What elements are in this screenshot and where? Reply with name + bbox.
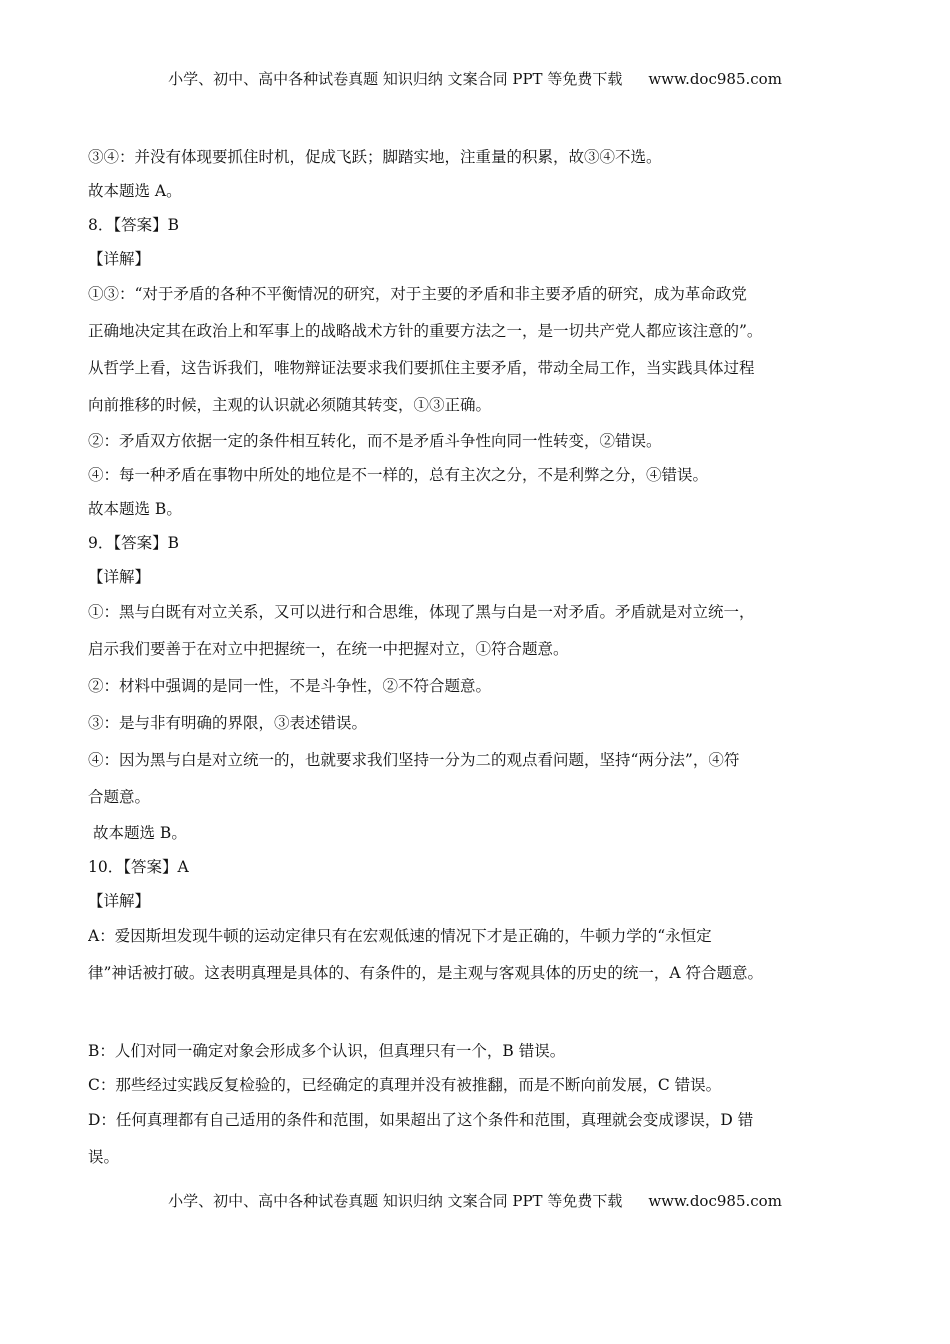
- question-9-detail-heading: 【详解】: [88, 568, 151, 586]
- text-line: 故本题选 B。: [88, 500, 182, 518]
- text-line: 故本题选 A。: [88, 182, 182, 200]
- text-line: ④：每一种矛盾在事物中所处的地位是不一样的，总有主次之分，不是利弊之分，④错误。: [88, 466, 709, 484]
- header-text: 小学、初中、高中各种试卷真题 知识归纳 文案合同 PPT 等免费下载: [168, 70, 623, 88]
- text-line: ②：矛盾双方依据一定的条件相互转化，而不是矛盾斗争性向同一性转变，②错误。: [88, 432, 662, 450]
- footer-text: 小学、初中、高中各种试卷真题 知识归纳 文案合同 PPT 等免费下载: [168, 1192, 623, 1210]
- question-10-answer: 10．【答案】A: [88, 858, 189, 876]
- text-line: 从哲学上看，这告诉我们，唯物辩证法要求我们要抓住主要矛盾，带动全局工作，当实践具体过程: [88, 359, 755, 377]
- page-footer: [0, 1190, 950, 1211]
- paragraph-gap: [88, 992, 828, 1034]
- text-line: B：人们对同一确定对象会形成多个认识，但真理只有一个，B 错误。: [88, 1042, 566, 1060]
- question-8-answer: 8．【答案】B: [88, 216, 180, 234]
- text-line: 律”神话被打破。这表明真理是具体的、有条件的，是主观与客观具体的历史的统一，A 符合题意。: [88, 964, 764, 982]
- header-site-link[interactable]: www.doc985.com: [648, 70, 782, 88]
- text-line: C：那些经过实践反复检验的，已经确定的真理并没有被推翻，而是不断向前发展，C 错误。: [88, 1076, 722, 1094]
- text-line: 启示我们要善于在对立中把握统一，在统一中把握对立，①符合题意。: [88, 640, 569, 658]
- text-line: ①：黑与白既有对立关系，又可以进行和合思维，体现了黑与白是一对矛盾。矛盾就是对立统一，: [88, 603, 755, 621]
- text-line: A：爱因斯坦发现牛顿的运动定律只有在宏观低速的情况下才是正确的，牛顿力学的“永恒定: [88, 927, 712, 945]
- text-line: ③④：并没有体现要抓住时机，促成飞跃；脚踏实地，注重量的积累，故③④不选。: [88, 148, 662, 166]
- text-line: 正确地决定其在政治上和军事上的战略战术方针的重要方法之一，是一切共产党人都应该注意的”。: [88, 322, 763, 340]
- text-line: 向前推移的时候，主观的认识就必须随其转变，①③正确。: [88, 396, 492, 414]
- text-line: ④：因为黑与白是对立统一的，也就要求我们坚持一分为二的观点看问题，坚持“两分法”，④符: [88, 751, 740, 769]
- document-body: [88, 140, 828, 1176]
- text-line: 故本题选 B。: [93, 824, 187, 842]
- text-line: 合题意。: [88, 788, 151, 806]
- question-10-detail-heading: 【详解】: [88, 892, 151, 910]
- footer-site-link[interactable]: www.doc985.com: [648, 1192, 782, 1210]
- text-line: D：任何真理都有自己适用的条件和范围，如果超出了这个条件和范围，真理就会变成谬误，D 错: [88, 1111, 754, 1129]
- page-header: [0, 68, 950, 89]
- text-line: 误。: [88, 1148, 120, 1166]
- text-line: ②：材料中强调的是同一性，不是斗争性，②不符合题意。: [88, 677, 492, 695]
- text-line: ③：是与非有明确的界限，③表述错误。: [88, 714, 368, 732]
- question-9-answer: 9．【答案】B: [88, 534, 180, 552]
- question-8-detail-heading: 【详解】: [88, 250, 151, 268]
- text-line: ①③：“对于矛盾的各种不平衡情况的研究，对于主要的矛盾和非主要矛盾的研究，成为革命政党: [88, 285, 747, 303]
